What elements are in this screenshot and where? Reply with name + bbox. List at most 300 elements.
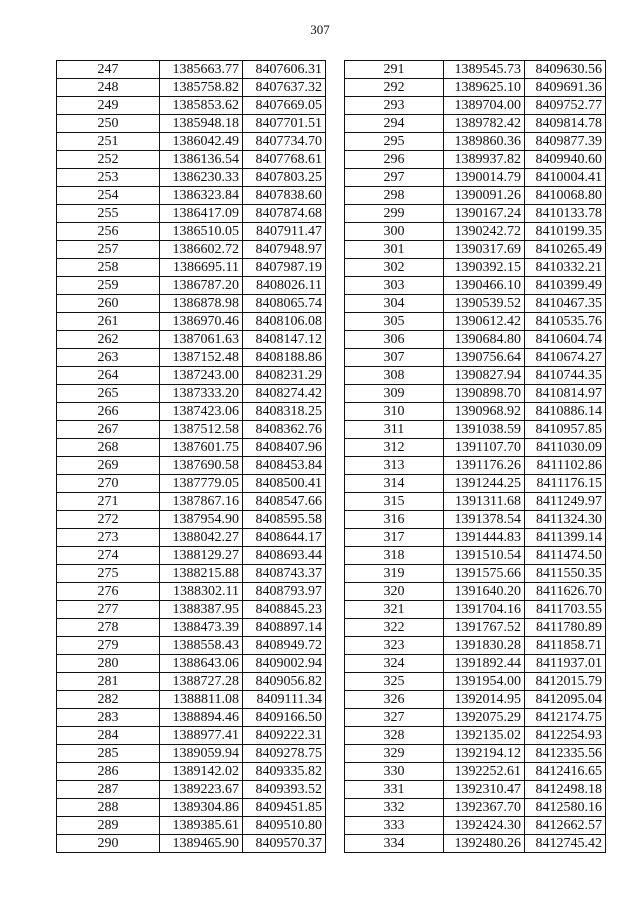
point-number-cell: 263 (57, 349, 160, 367)
y-coordinate-cell: 8408693.44 (243, 547, 326, 565)
point-number-cell: 312 (345, 439, 444, 457)
table-row (345, 601, 606, 619)
x-coordinate-cell: 1388215.88 (160, 565, 243, 583)
point-number-cell: 265 (57, 385, 160, 403)
table-row (57, 151, 326, 169)
y-coordinate-cell: 8411249.97 (525, 493, 606, 511)
y-coordinate-cell: 8410004.41 (525, 169, 606, 187)
point-number-cell: 251 (57, 133, 160, 151)
x-coordinate-cell: 1391830.28 (444, 637, 525, 655)
y-coordinate-cell: 8407911.47 (243, 223, 326, 241)
x-coordinate-cell: 1385663.77 (160, 61, 243, 79)
y-coordinate-cell: 8410068.80 (525, 187, 606, 205)
point-number-cell: 297 (345, 169, 444, 187)
point-number-cell: 306 (345, 331, 444, 349)
y-coordinate-cell: 8409335.82 (243, 763, 326, 781)
point-number-cell: 281 (57, 673, 160, 691)
table-row (345, 709, 606, 727)
table-row (345, 799, 606, 817)
x-coordinate-cell: 1391244.25 (444, 475, 525, 493)
y-coordinate-cell: 8408407.96 (243, 439, 326, 457)
x-coordinate-cell: 1391378.54 (444, 511, 525, 529)
table-row (57, 79, 326, 97)
point-number-cell: 313 (345, 457, 444, 475)
y-coordinate-cell: 8408644.17 (243, 529, 326, 547)
point-number-cell: 298 (345, 187, 444, 205)
table-row (345, 79, 606, 97)
y-coordinate-cell: 8407734.70 (243, 133, 326, 151)
x-coordinate-cell: 1388811.08 (160, 691, 243, 709)
point-number-cell: 302 (345, 259, 444, 277)
y-coordinate-cell: 8411937.01 (525, 655, 606, 673)
point-number-cell: 255 (57, 205, 160, 223)
y-coordinate-cell: 8410399.49 (525, 277, 606, 295)
point-number-cell: 294 (345, 115, 444, 133)
y-coordinate-cell: 8411399.14 (525, 529, 606, 547)
table-row (57, 241, 326, 259)
point-number-cell: 274 (57, 547, 160, 565)
point-number-cell: 307 (345, 349, 444, 367)
x-coordinate-cell: 1390317.69 (444, 241, 525, 259)
x-coordinate-cell: 1391767.52 (444, 619, 525, 637)
y-coordinate-cell: 8411626.70 (525, 583, 606, 601)
x-coordinate-cell: 1392194.12 (444, 745, 525, 763)
table-row (345, 97, 606, 115)
point-number-cell: 314 (345, 475, 444, 493)
x-coordinate-cell: 1390392.15 (444, 259, 525, 277)
table-row (345, 133, 606, 151)
x-coordinate-cell: 1387423.06 (160, 403, 243, 421)
y-coordinate-cell: 8409940.60 (525, 151, 606, 169)
x-coordinate-cell: 1388558.43 (160, 637, 243, 655)
table-body (57, 61, 326, 853)
table-row (345, 259, 606, 277)
x-coordinate-cell: 1391575.66 (444, 565, 525, 583)
x-coordinate-cell: 1386510.05 (160, 223, 243, 241)
table-row (345, 817, 606, 835)
point-number-cell: 287 (57, 781, 160, 799)
point-number-cell: 326 (345, 691, 444, 709)
x-coordinate-cell: 1391107.70 (444, 439, 525, 457)
y-coordinate-cell: 8410814.97 (525, 385, 606, 403)
table-row (345, 295, 606, 313)
point-number-cell: 317 (345, 529, 444, 547)
table-row (57, 259, 326, 277)
point-number-cell: 328 (345, 727, 444, 745)
table-row (57, 583, 326, 601)
x-coordinate-cell: 1390539.52 (444, 295, 525, 313)
y-coordinate-cell: 8409510.80 (243, 817, 326, 835)
table-row (345, 619, 606, 637)
table-row (57, 511, 326, 529)
point-number-cell: 256 (57, 223, 160, 241)
table-row (345, 475, 606, 493)
y-coordinate-cell: 8410265.49 (525, 241, 606, 259)
table-row (57, 709, 326, 727)
y-coordinate-cell: 8408147.12 (243, 331, 326, 349)
point-number-cell: 323 (345, 637, 444, 655)
table-row (57, 385, 326, 403)
table-row (57, 799, 326, 817)
table-row (345, 331, 606, 349)
y-coordinate-cell: 8409752.77 (525, 97, 606, 115)
x-coordinate-cell: 1386878.98 (160, 295, 243, 313)
x-coordinate-cell: 1389304.86 (160, 799, 243, 817)
point-number-cell: 308 (345, 367, 444, 385)
point-number-cell: 272 (57, 511, 160, 529)
y-coordinate-cell: 8412745.42 (525, 835, 606, 853)
y-coordinate-cell: 8412254.93 (525, 727, 606, 745)
x-coordinate-cell: 1388473.39 (160, 619, 243, 637)
x-coordinate-cell: 1391038.59 (444, 421, 525, 439)
x-coordinate-cell: 1387061.63 (160, 331, 243, 349)
coordinates-table-left (56, 60, 326, 853)
x-coordinate-cell: 1392075.29 (444, 709, 525, 727)
x-coordinate-cell: 1390014.79 (444, 169, 525, 187)
x-coordinate-cell: 1392367.70 (444, 799, 525, 817)
y-coordinate-cell: 8411550.35 (525, 565, 606, 583)
table-row (345, 673, 606, 691)
table-row (345, 115, 606, 133)
table-row (345, 439, 606, 457)
x-coordinate-cell: 1387867.16 (160, 493, 243, 511)
table-row (57, 601, 326, 619)
y-coordinate-cell: 8409278.75 (243, 745, 326, 763)
point-number-cell: 324 (345, 655, 444, 673)
y-coordinate-cell: 8410744.35 (525, 367, 606, 385)
x-coordinate-cell: 1390968.92 (444, 403, 525, 421)
point-number-cell: 275 (57, 565, 160, 583)
point-number-cell: 295 (345, 133, 444, 151)
point-number-cell: 266 (57, 403, 160, 421)
y-coordinate-cell: 8408793.97 (243, 583, 326, 601)
table-row (345, 151, 606, 169)
y-coordinate-cell: 8408026.11 (243, 277, 326, 295)
y-coordinate-cell: 8407803.25 (243, 169, 326, 187)
x-coordinate-cell: 1388977.41 (160, 727, 243, 745)
x-coordinate-cell: 1392252.61 (444, 763, 525, 781)
point-number-cell: 285 (57, 745, 160, 763)
point-number-cell: 288 (57, 799, 160, 817)
table-row (57, 565, 326, 583)
x-coordinate-cell: 1390091.26 (444, 187, 525, 205)
y-coordinate-cell: 8407637.32 (243, 79, 326, 97)
y-coordinate-cell: 8411474.50 (525, 547, 606, 565)
y-coordinate-cell: 8412095.04 (525, 691, 606, 709)
point-number-cell: 320 (345, 583, 444, 601)
y-coordinate-cell: 8408595.58 (243, 511, 326, 529)
x-coordinate-cell: 1392135.02 (444, 727, 525, 745)
y-coordinate-cell: 8407874.68 (243, 205, 326, 223)
point-number-cell: 262 (57, 331, 160, 349)
table-row (345, 547, 606, 565)
x-coordinate-cell: 1389782.42 (444, 115, 525, 133)
table-row (345, 781, 606, 799)
table-row (345, 727, 606, 745)
x-coordinate-cell: 1386970.46 (160, 313, 243, 331)
x-coordinate-cell: 1391311.68 (444, 493, 525, 511)
x-coordinate-cell: 1385948.18 (160, 115, 243, 133)
point-number-cell: 333 (345, 817, 444, 835)
x-coordinate-cell: 1389704.00 (444, 97, 525, 115)
y-coordinate-cell: 8412580.16 (525, 799, 606, 817)
table-row (345, 277, 606, 295)
point-number-cell: 304 (345, 295, 444, 313)
point-number-cell: 273 (57, 529, 160, 547)
x-coordinate-cell: 1386042.49 (160, 133, 243, 151)
table-row (57, 547, 326, 565)
point-number-cell: 270 (57, 475, 160, 493)
x-coordinate-cell: 1386417.09 (160, 205, 243, 223)
point-number-cell: 264 (57, 367, 160, 385)
x-coordinate-cell: 1387779.05 (160, 475, 243, 493)
point-number-cell: 279 (57, 637, 160, 655)
x-coordinate-cell: 1389385.61 (160, 817, 243, 835)
y-coordinate-cell: 8412174.75 (525, 709, 606, 727)
y-coordinate-cell: 8410133.78 (525, 205, 606, 223)
y-coordinate-cell: 8407669.05 (243, 97, 326, 115)
x-coordinate-cell: 1389937.82 (444, 151, 525, 169)
point-number-cell: 267 (57, 421, 160, 439)
table-row (57, 781, 326, 799)
y-coordinate-cell: 8410604.74 (525, 331, 606, 349)
point-number-cell: 254 (57, 187, 160, 205)
point-number-cell: 331 (345, 781, 444, 799)
point-number-cell: 299 (345, 205, 444, 223)
x-coordinate-cell: 1387152.48 (160, 349, 243, 367)
point-number-cell: 286 (57, 763, 160, 781)
y-coordinate-cell: 8408453.84 (243, 457, 326, 475)
point-number-cell: 282 (57, 691, 160, 709)
table-row (57, 727, 326, 745)
x-coordinate-cell: 1390242.72 (444, 223, 525, 241)
y-coordinate-cell: 8408949.72 (243, 637, 326, 655)
point-number-cell: 332 (345, 799, 444, 817)
point-number-cell: 247 (57, 61, 160, 79)
y-coordinate-cell: 8412662.57 (525, 817, 606, 835)
y-coordinate-cell: 8410674.27 (525, 349, 606, 367)
x-coordinate-cell: 1389465.90 (160, 835, 243, 853)
y-coordinate-cell: 8408274.42 (243, 385, 326, 403)
y-coordinate-cell: 8407701.51 (243, 115, 326, 133)
x-coordinate-cell: 1388894.46 (160, 709, 243, 727)
y-coordinate-cell: 8410886.14 (525, 403, 606, 421)
point-number-cell: 305 (345, 313, 444, 331)
point-number-cell: 292 (345, 79, 444, 97)
x-coordinate-cell: 1392480.26 (444, 835, 525, 853)
table-row (57, 97, 326, 115)
point-number-cell: 315 (345, 493, 444, 511)
point-number-cell: 284 (57, 727, 160, 745)
table-row (57, 295, 326, 313)
x-coordinate-cell: 1385853.62 (160, 97, 243, 115)
point-number-cell: 303 (345, 277, 444, 295)
point-number-cell: 260 (57, 295, 160, 313)
point-number-cell: 269 (57, 457, 160, 475)
point-number-cell: 330 (345, 763, 444, 781)
table-row (57, 763, 326, 781)
table-row (345, 457, 606, 475)
x-coordinate-cell: 1388129.27 (160, 547, 243, 565)
table-row (57, 313, 326, 331)
x-coordinate-cell: 1391176.26 (444, 457, 525, 475)
y-coordinate-cell: 8407987.19 (243, 259, 326, 277)
y-coordinate-cell: 8408188.86 (243, 349, 326, 367)
table-row (345, 187, 606, 205)
point-number-cell: 311 (345, 421, 444, 439)
x-coordinate-cell: 1391704.16 (444, 601, 525, 619)
table-row (345, 223, 606, 241)
point-number-cell: 300 (345, 223, 444, 241)
x-coordinate-cell: 1390827.94 (444, 367, 525, 385)
y-coordinate-cell: 8407948.97 (243, 241, 326, 259)
y-coordinate-cell: 8411858.71 (525, 637, 606, 655)
point-number-cell: 301 (345, 241, 444, 259)
table-row (57, 673, 326, 691)
y-coordinate-cell: 8409630.56 (525, 61, 606, 79)
point-number-cell: 293 (345, 97, 444, 115)
point-number-cell: 310 (345, 403, 444, 421)
table-row (345, 745, 606, 763)
table-row (345, 763, 606, 781)
x-coordinate-cell: 1390167.24 (444, 205, 525, 223)
table-row (345, 565, 606, 583)
x-coordinate-cell: 1387243.00 (160, 367, 243, 385)
y-coordinate-cell: 8409166.50 (243, 709, 326, 727)
y-coordinate-cell: 8407768.61 (243, 151, 326, 169)
x-coordinate-cell: 1390612.42 (444, 313, 525, 331)
x-coordinate-cell: 1387690.58 (160, 457, 243, 475)
y-coordinate-cell: 8411176.15 (525, 475, 606, 493)
x-coordinate-cell: 1386323.84 (160, 187, 243, 205)
x-coordinate-cell: 1387333.20 (160, 385, 243, 403)
y-coordinate-cell: 8410467.35 (525, 295, 606, 313)
x-coordinate-cell: 1389625.10 (444, 79, 525, 97)
x-coordinate-cell: 1388302.11 (160, 583, 243, 601)
y-coordinate-cell: 8408231.29 (243, 367, 326, 385)
table-row (345, 205, 606, 223)
table-row (57, 745, 326, 763)
y-coordinate-cell: 8411324.30 (525, 511, 606, 529)
x-coordinate-cell: 1385758.82 (160, 79, 243, 97)
x-coordinate-cell: 1391892.44 (444, 655, 525, 673)
y-coordinate-cell: 8408362.76 (243, 421, 326, 439)
point-number-cell: 325 (345, 673, 444, 691)
table-row (345, 385, 606, 403)
y-coordinate-cell: 8411780.89 (525, 619, 606, 637)
page-number: 307 (310, 22, 330, 37)
y-coordinate-cell: 8408547.66 (243, 493, 326, 511)
x-coordinate-cell: 1392310.47 (444, 781, 525, 799)
table-row (57, 619, 326, 637)
table-row (57, 133, 326, 151)
x-coordinate-cell: 1386695.11 (160, 259, 243, 277)
table-row (345, 169, 606, 187)
x-coordinate-cell: 1390466.10 (444, 277, 525, 295)
table-row (57, 115, 326, 133)
table-row (345, 421, 606, 439)
table-row (57, 457, 326, 475)
y-coordinate-cell: 8408065.74 (243, 295, 326, 313)
point-number-cell: 248 (57, 79, 160, 97)
y-coordinate-cell: 8412015.79 (525, 673, 606, 691)
table-row (345, 493, 606, 511)
y-coordinate-cell: 8411703.55 (525, 601, 606, 619)
x-coordinate-cell: 1387954.90 (160, 511, 243, 529)
x-coordinate-cell: 1386787.20 (160, 277, 243, 295)
table-row (57, 169, 326, 187)
y-coordinate-cell: 8409222.31 (243, 727, 326, 745)
point-number-cell: 249 (57, 97, 160, 115)
point-number-cell: 257 (57, 241, 160, 259)
y-coordinate-cell: 8409570.37 (243, 835, 326, 853)
point-number-cell: 334 (345, 835, 444, 853)
point-number-cell: 321 (345, 601, 444, 619)
x-coordinate-cell: 1391510.54 (444, 547, 525, 565)
x-coordinate-cell: 1391444.83 (444, 529, 525, 547)
x-coordinate-cell: 1388042.27 (160, 529, 243, 547)
x-coordinate-cell: 1387601.75 (160, 439, 243, 457)
table-row (57, 61, 326, 79)
y-coordinate-cell: 8409393.52 (243, 781, 326, 799)
y-coordinate-cell: 8409451.85 (243, 799, 326, 817)
point-number-cell: 261 (57, 313, 160, 331)
point-number-cell: 291 (345, 61, 444, 79)
point-number-cell: 258 (57, 259, 160, 277)
coordinates-table-right (344, 60, 606, 853)
y-coordinate-cell: 8407838.60 (243, 187, 326, 205)
point-number-cell: 290 (57, 835, 160, 853)
y-coordinate-cell: 8412416.65 (525, 763, 606, 781)
x-coordinate-cell: 1389223.67 (160, 781, 243, 799)
x-coordinate-cell: 1391954.00 (444, 673, 525, 691)
y-coordinate-cell: 8409002.94 (243, 655, 326, 673)
table-row (345, 349, 606, 367)
table-row (345, 511, 606, 529)
point-number-cell: 329 (345, 745, 444, 763)
table-row (345, 583, 606, 601)
table-row (345, 61, 606, 79)
table-row (345, 835, 606, 853)
y-coordinate-cell: 8410199.35 (525, 223, 606, 241)
y-coordinate-cell: 8408318.25 (243, 403, 326, 421)
point-number-cell: 259 (57, 277, 160, 295)
table-row (57, 187, 326, 205)
table-row (57, 475, 326, 493)
point-number-cell: 309 (345, 385, 444, 403)
table-body (345, 61, 606, 853)
table-row (57, 223, 326, 241)
point-number-cell: 253 (57, 169, 160, 187)
table-row (57, 421, 326, 439)
table-row (57, 205, 326, 223)
y-coordinate-cell: 8410332.21 (525, 259, 606, 277)
point-number-cell: 296 (345, 151, 444, 169)
y-coordinate-cell: 8409056.82 (243, 673, 326, 691)
table-row (345, 367, 606, 385)
table-row (57, 835, 326, 853)
x-coordinate-cell: 1388727.28 (160, 673, 243, 691)
point-number-cell: 319 (345, 565, 444, 583)
point-number-cell: 327 (345, 709, 444, 727)
point-number-cell: 276 (57, 583, 160, 601)
table-row (345, 313, 606, 331)
y-coordinate-cell: 8411030.09 (525, 439, 606, 457)
table-row (57, 493, 326, 511)
table-row (345, 691, 606, 709)
table-row (57, 439, 326, 457)
table-row (57, 529, 326, 547)
